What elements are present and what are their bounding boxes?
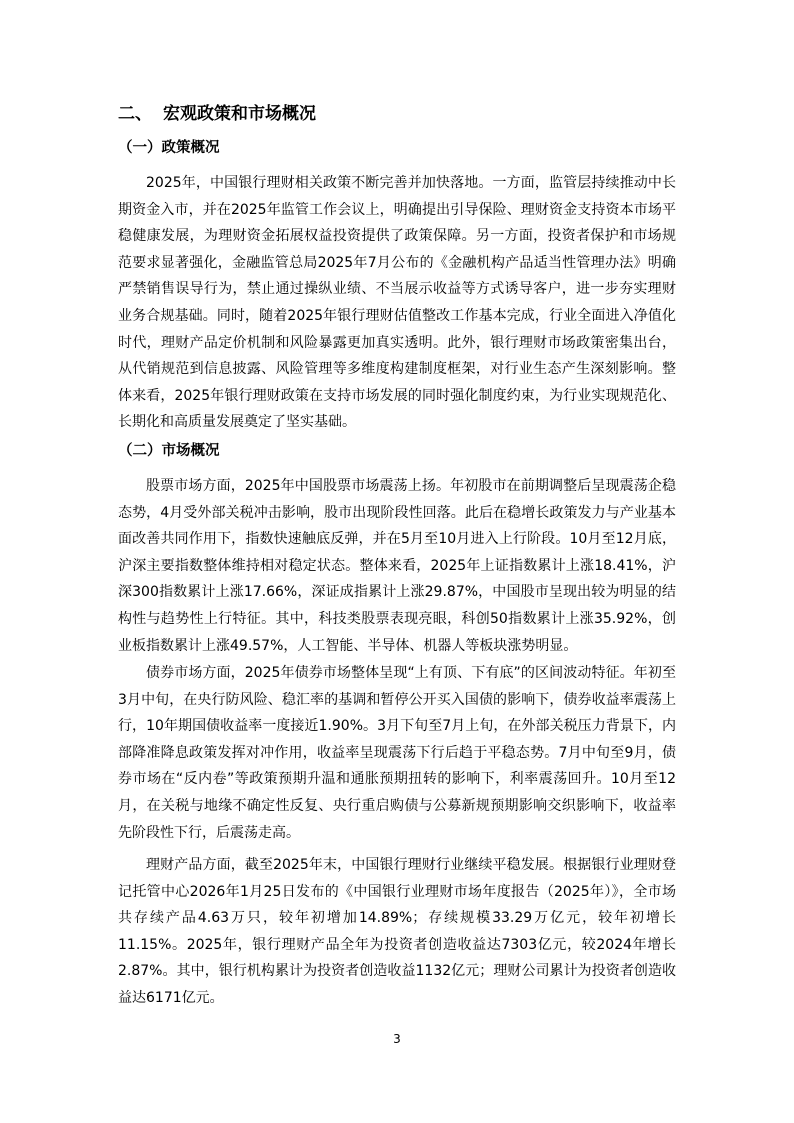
policy-heading: （一）政策概况: [118, 140, 220, 156]
market-heading: （二）市场概况: [118, 443, 220, 459]
section-number: 二、: [118, 104, 152, 124]
section-heading: [118, 103, 316, 125]
page-number: 3: [393, 1032, 401, 1046]
stock-market-paragraph: 股票市场方面，2025年中国股票市场震荡上扬。年初股市在前期调整后呈现震荡企稳态势，4月受外部关税冲击影响，股市出现阶段性回落。此后在稳增长政策发力与产业基本面改善共同作用下，指数快速触底反弹，并在5月至10月进入上行阶段。10月至12月底，沪深主要指数整体维持相对稳定状态。整体来看，2025年上证指数累计上涨18.41%，沪深300指数累计上涨17.66%，深证成指累计上涨29.87%，中国股市呈现出较为明显的结构性与趋势性上行特征。其中，科技类股票表现亮眼，科创50指数累计上涨35.92%，创业板指数累计上涨49.57%，人工智能、半导体、机器人等板块涨势明显。: [118, 478, 676, 654]
policy-paragraph: 2025年，中国银行理财相关政策不断完善并加快落地。一方面，监管层持续推动中长期资金入市，并在2025年监管工作会议上，明确提出引导保险、理财资金支持资本市场平稳健康发展，为理财资金拓展权益投资提供了政策保障。另一方面，投资者保护和市场规范要求显著强化，金融监管总局2025年7月公布的《金融机构产品适当性管理办法》明确严禁销售误导行为，禁止通过操纵业绩、不当展示收益等方式诱导客户，进一步夯实理财业务合规基础。同时，随着2025年银行理财估值整改工作基本完成，行业全面进入净值化时代，理财产品定价机制和风险暴露更加真实透明。此外，银行理财市场政策密集出台，从代销规范到信息披露、风险管理等多维度构建制度框架，对行业生态产生深刻影响。整体来看，2025年银行理财政策在支持市场发展的同时强化制度约束，为行业实现规范化、长期化和高质量发展奠定了坚实基础。: [118, 175, 676, 431]
section-title: 宏观政策和市场概况: [163, 104, 316, 124]
bond-market-paragraph: 债券市场方面，2025年债券市场整体呈现“上有顶、下有底”的区间波动特征。年初至3月中旬，在央行防风险、稳汇率的基调和暂停公开买入国债的影响下，债券收益率震荡上行，10年期国债收益率一度接近1.90%。3月下旬至7月上旬，在外部关税压力背景下，内部降准降息政策发挥对冲作用，收益率呈现震荡下行后趋于平稳态势。7月中旬至9月，债券市场在“反内卷”等政策预期升温和通胀预期扭转的影响下，利率震荡回升。10月至12月，在关税与地缘不确定性反复、央行重启购债与公募新规预期影响交织影响下，收益率先阶段性下行，后震荡走高。: [118, 665, 676, 841]
wealth-products-paragraph: 理财产品方面，截至2025年末，中国银行理财行业继续平稳发展。根据银行业理财登记托管中心2026年1月25日发布的《中国银行业理财市场年度报告（2025年）》，全市场共存续产品4.63万只，较年初增加14.89%；存续规模33.29万亿元，较年初增长11.15%。2025年，银行理财产品全年为投资者创造收益达7303亿元，较2024年增长2.87%。其中，银行机构累计为投资者创造收益1132亿元；理财公司累计为投资者创造收益达6171亿元。: [118, 857, 676, 1006]
